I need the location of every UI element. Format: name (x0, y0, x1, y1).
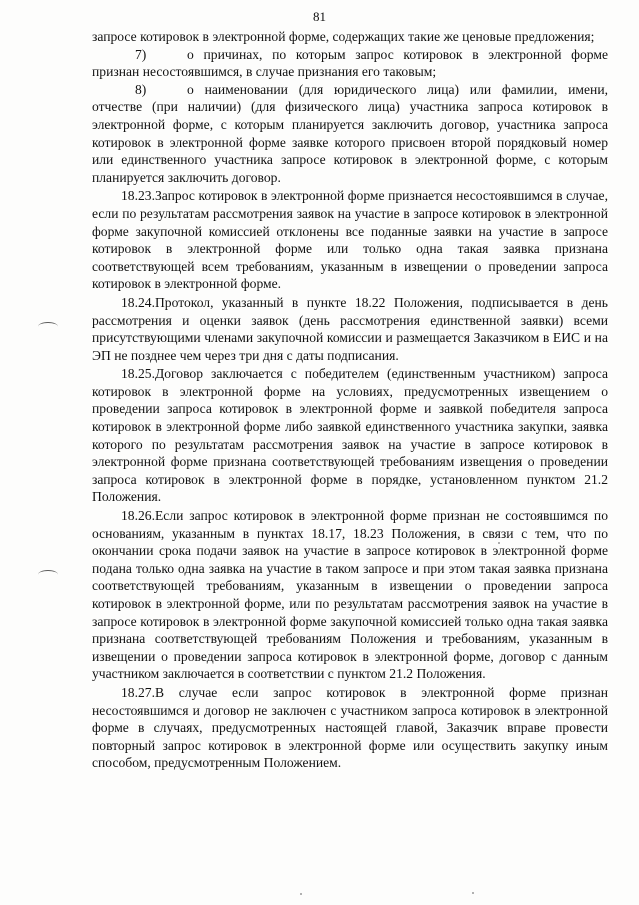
paragraph-continuation: запросе котировок в электронной форме, содержащих такие же ценовые предложения; (92, 29, 595, 44)
list-item-8 (92, 81, 608, 187)
section-18-25: 18.25.Договор заключается с победителем (единственным участником) запроса котировок в электронной форме на условиях, предусмотренных извещением о проведении запроса котировок в электронной форме и заявкой победителя запроса котировок в электронной форме либо заявкой единственного участника закупки, заявка которого по результатам рассмотрения заявок на участие в запросе котировок в электронной форме признана соответствующей требованиям извещения о проведении запроса котировок в электронной форме в порядке, установленном пунктом 21.2 Положения. (92, 366, 608, 505)
list-item-text: о причинах, по которым запрос котировок в электронной форме признан несостоявшимся, в случае признания его таковым; (92, 46, 608, 80)
list-item-number: 7) (135, 46, 147, 62)
section-18-24: 18.24.Протокол, указанный в пункте 18.22 Положения, подписывается в день рассмотрения и оценки заявок (день рассмотрения единственной заявки) всеми присутствующими членами закупочной комиссии и размещается Заказчиком в ЕИС и на ЭП не позднее чем через три дня с даты подписания. (92, 294, 608, 363)
scan-speck (472, 892, 474, 894)
section-18-27: 18.27.В случае если запрос котировок в электронной форме признан несостоявшимся и договор не заключен с участником запроса котировок в электронной форме в случаях, предусмотренных настоящей главой, Заказчик вправе провести повторный запрос котировок в электронной форме или осуществить закупку иным способом, предусмотренным Положением. (92, 684, 608, 771)
section-18-23: 18.23.Запрос котировок в электронной форме признается несостоявшимся в случае, если по результатам рассмотрения заявок на участие в запросе котировок в электронной форме закупочной комиссией отклонены все поданные заявки на участие в запросе котировок в электронной форме или только одна такая заявка признана соответствующей всем требованиям, указанным в извещении о проведении запроса котировок в электронной форме. (92, 188, 608, 292)
margin-pencil-mark (38, 570, 58, 579)
document-body (92, 28, 608, 772)
list-item-7 (92, 46, 608, 81)
section-18-26: 18.26.Если запрос котировок в электронной форме признан не состоявшимся по основаниям, указанным в пунктах 18.17, 18.23 Положения, в связи с тем, что по окончании срока подачи заявок на участие в запросе котировок в электронной форме подана только одна заявка на участие в таком запросе и при этом такая заявка признана соответствующей требованиям, указанным в извещении о проведении запроса котировок в электронной форме, или по результатам рассмотрения заявок на участие в запросе котировок в электронной форме закупочной комиссией только одна такая заявка признана соответствующей требованиям Положения и требованиям, указанным в извещении о проведении запроса котировок в электронной форме, договор с данным участником заключается в соответствии с пунктом 21.2 Положения. (92, 508, 608, 682)
list-item-number: 8) (135, 81, 147, 97)
list-item-text: о наименовании (для юридического лица) или фамилии, имени, отчестве (при наличии) (для физического лица) участника запроса котировок в электронной форме, с которым планируется заключить договор, участника запроса котировок в электронной форме заявке которого присвоен второй порядковый номер или единственного участника запросе котировок в электронной форме, с которым планируется заключить договор. (92, 81, 608, 185)
page-number: 81 (313, 9, 326, 24)
scan-speck (300, 893, 302, 895)
margin-pencil-mark (38, 322, 58, 331)
